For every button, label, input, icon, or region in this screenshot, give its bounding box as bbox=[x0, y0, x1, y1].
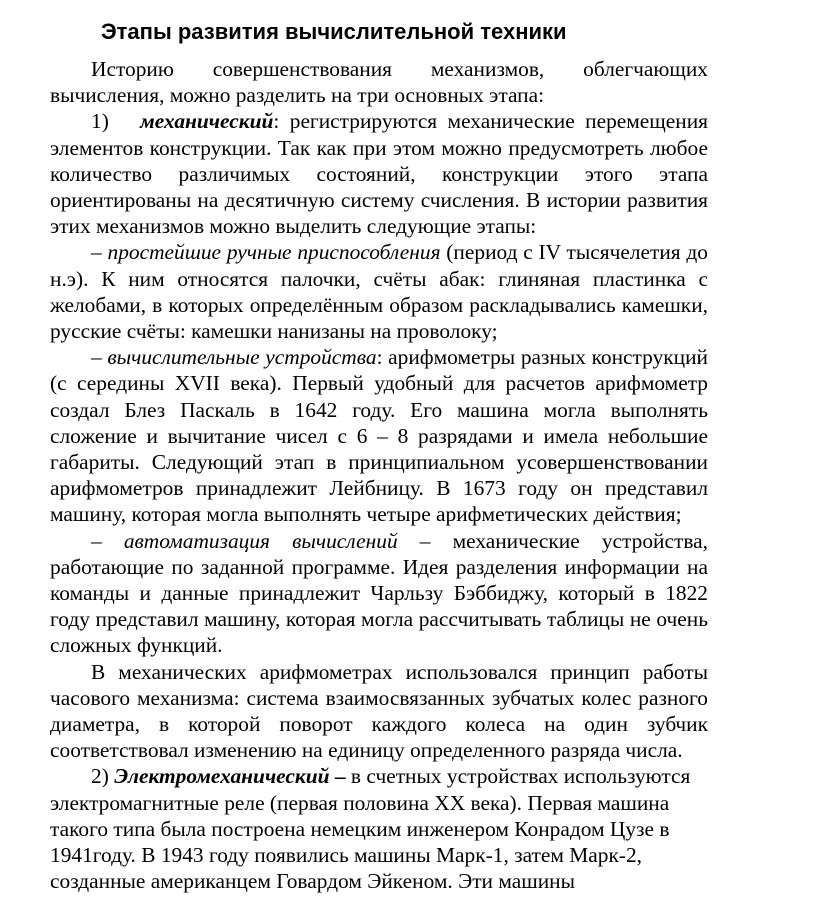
stage2-term: Электромеханический bbox=[114, 764, 330, 789]
sub2-term: вычислительные устройства bbox=[107, 345, 377, 370]
document-body bbox=[50, 56, 708, 895]
stage2-text: в счетных устройствах используются электромагнитные реле (первая половина XX века). Первая машина такого типа была построена немецким инженером Конрадом Цузе в 1941году. В 1943 году появились машины Марк-1, затем Марк-2, созданные американцем Говардом Эйкеном. Эти машины bbox=[50, 764, 691, 894]
document-title: Этапы развития вычислительной техники bbox=[101, 19, 567, 44]
intro-text: Историю совершенствования механизмов, облегчающих вычисления, можно разделить на три основных этапа: bbox=[50, 57, 708, 108]
sub3-dash: – bbox=[91, 528, 102, 553]
stage1-number: 1) bbox=[91, 109, 109, 134]
sub1-text: (период с IV тысячелетия до н.э). К ним относятся палочки, счёты абак: глиняная пластинка с желобами, в которых определённым образом раскладывались камешки, русские счёты: камешки нанизаны на проволоку; bbox=[50, 240, 708, 344]
sub3-text: – механические устройства, работающие по заданной программе. Идея разделения информации на команды и данные принадлежит Чарльзу Бэббиджу, который в 1822 году представил машину, которая могла рассчитывать таблицы не очень сложных функций. bbox=[50, 528, 708, 658]
stage2-paragraph bbox=[50, 763, 708, 894]
sub2-text: : арифмометры разных конструкций (с середины XVII века). Первый удобный для расчетов арифмометр создал Блез Паскаль в 1642 году. Его машина могла выполнять сложение и вычитание чисел с 6 – 8 разрядами и имела небольшие габариты. Следующий этап в принципиальном усовершенствовании арифмометров принадлежит Лейбницу. В 1673 году он представил машину, которая могла выполнять четыре арифметических действия; bbox=[50, 345, 709, 527]
stage2-dash: – bbox=[329, 764, 346, 789]
sub3-term: автоматизация вычислений bbox=[123, 528, 398, 553]
stage1-paragraph bbox=[50, 108, 708, 239]
mechanism-text: В механических арифмометрах использовался принцип работы часового механизма: система взаимосвязанных зубчатых колес разного диаметра, в которой поворот каждого колеса на один зубчик соответствовал изменению на единицу определенного разряда числа. bbox=[50, 659, 708, 763]
sub1-term: простейшие ручные приспособления bbox=[107, 240, 441, 265]
stage2-number: 2) bbox=[91, 764, 109, 789]
sub3-paragraph bbox=[50, 528, 708, 659]
sub2-dash: – bbox=[91, 345, 102, 370]
sub1-paragraph bbox=[50, 239, 708, 344]
stage1-term: механический bbox=[140, 109, 274, 134]
stage1-text: : регистрируются механические перемещения элементов конструкции. Так как при этом можно предусмотреть любое количество различимых состояний, конструкции этого этапа ориентированы на десятичную систему счисления. В истории развития этих механизмов можно выделить следующие этапы: bbox=[50, 109, 708, 239]
intro-paragraph bbox=[50, 56, 708, 108]
mechanism-paragraph bbox=[50, 659, 708, 764]
sub2-paragraph bbox=[50, 344, 708, 527]
sub1-dash: – bbox=[91, 240, 102, 265]
